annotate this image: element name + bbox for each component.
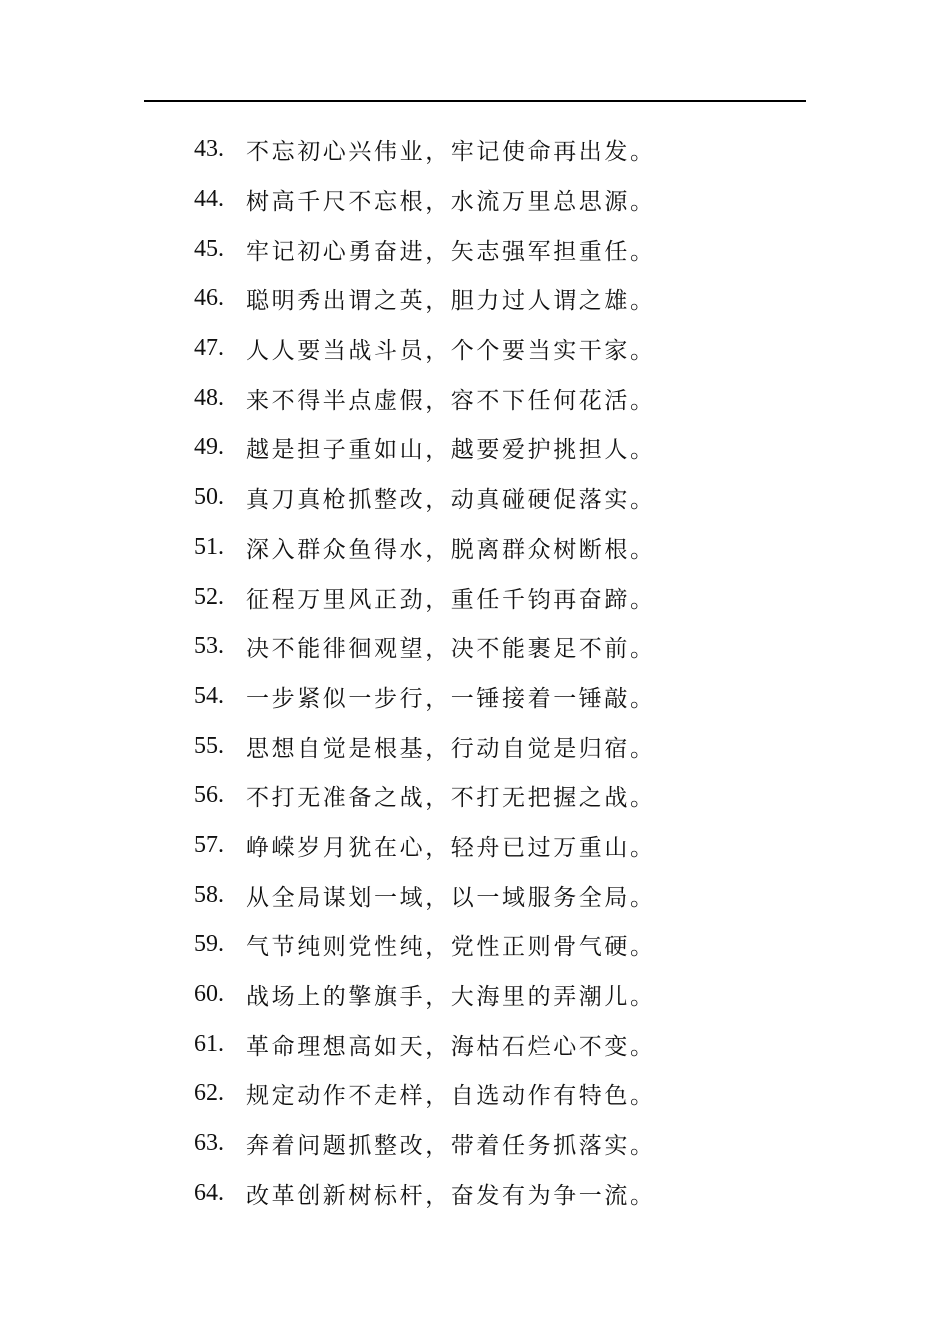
item-number: 46.	[194, 285, 224, 312]
slogan-list	[194, 125, 656, 1218]
list-item	[194, 324, 656, 374]
list-item	[194, 672, 656, 722]
item-number: 63.	[194, 1130, 224, 1157]
item-text: 征程万里风正劲，重任千钧再奋蹄。	[246, 586, 656, 613]
item-text: 思想自觉是根基，行动自觉是归宿。	[246, 735, 656, 762]
list-item	[194, 870, 656, 920]
list-item	[194, 373, 656, 423]
list-item	[194, 1019, 656, 1069]
item-number: 50.	[194, 484, 224, 511]
item-number: 62.	[194, 1080, 224, 1107]
item-number: 64.	[194, 1179, 224, 1206]
item-number: 51.	[194, 533, 224, 560]
item-text: 聪明秀出谓之英，胆力过人谓之雄。	[246, 288, 656, 315]
item-number: 54.	[194, 682, 224, 709]
list-item	[194, 572, 656, 622]
item-number: 48.	[194, 384, 224, 411]
item-text: 越是担子重如山，越要爱护挑担人。	[246, 437, 656, 464]
item-text: 气节纯则党性纯，党性正则骨气硬。	[246, 934, 656, 961]
list-item	[194, 224, 656, 274]
list-item	[194, 920, 656, 970]
item-number: 59.	[194, 931, 224, 958]
item-number: 58.	[194, 881, 224, 908]
item-text: 改革创新树标杆，奋发有为争一流。	[246, 1182, 656, 1209]
list-item	[194, 423, 656, 473]
item-text: 峥嵘岁月犹在心，轻舟已过万重山。	[246, 834, 656, 861]
list-item	[194, 175, 656, 225]
item-text: 一步紧似一步行，一锤接着一锤敲。	[246, 685, 656, 712]
item-number: 60.	[194, 981, 224, 1008]
item-text: 人人要当战斗员，个个要当实干家。	[246, 338, 656, 365]
item-text: 牢记初心勇奋进，矢志强军担重任。	[246, 238, 656, 265]
item-number: 47.	[194, 335, 224, 362]
item-text: 不打无准备之战，不打无把握之战。	[246, 785, 656, 812]
item-text: 规定动作不走样，自选动作有特色。	[246, 1083, 656, 1110]
list-item	[194, 970, 656, 1020]
item-number: 61.	[194, 1030, 224, 1057]
list-item	[194, 523, 656, 573]
list-item	[194, 274, 656, 324]
item-number: 56.	[194, 782, 224, 809]
list-item	[194, 771, 656, 821]
list-item	[194, 821, 656, 871]
list-item	[194, 1069, 656, 1119]
item-number: 52.	[194, 583, 224, 610]
list-item	[194, 125, 656, 175]
list-item	[194, 1119, 656, 1169]
item-text: 革命理想高如天，海枯石烂心不变。	[246, 1033, 656, 1060]
item-text: 深入群众鱼得水，脱离群众树断根。	[246, 536, 656, 563]
item-number: 45.	[194, 235, 224, 262]
item-number: 53.	[194, 633, 224, 660]
item-text: 真刀真枪抓整改，动真碰硬促落实。	[246, 487, 656, 514]
item-text: 战场上的擎旗手，大海里的弄潮儿。	[246, 984, 656, 1011]
header-rule	[144, 100, 806, 102]
item-text: 奔着问题抓整改，带着任务抓落实。	[246, 1133, 656, 1160]
item-text: 来不得半点虚假，容不下任何花活。	[246, 387, 656, 414]
item-text: 决不能徘徊观望，决不能裹足不前。	[246, 636, 656, 663]
item-number: 49.	[194, 434, 224, 461]
item-number: 57.	[194, 831, 224, 858]
list-item	[194, 721, 656, 771]
item-text: 树高千尺不忘根，水流万里总思源。	[246, 189, 656, 216]
list-item	[194, 622, 656, 672]
item-number: 55.	[194, 732, 224, 759]
item-text: 从全局谋划一域，以一域服务全局。	[246, 884, 656, 911]
item-number: 43.	[194, 136, 224, 163]
item-number: 44.	[194, 186, 224, 213]
item-text: 不忘初心兴伟业，牢记使命再出发。	[246, 139, 656, 166]
list-item	[194, 473, 656, 523]
list-item	[194, 1168, 656, 1218]
